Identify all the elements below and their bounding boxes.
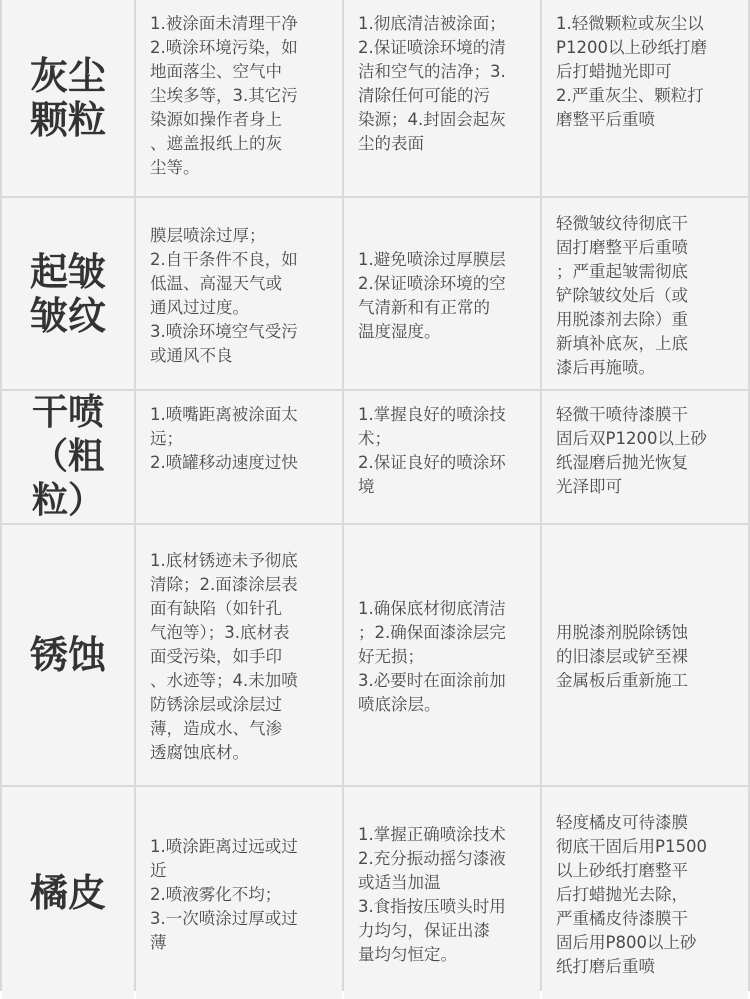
prevention-text: 1.掌握正确喷涂技术 2.充分振动摇匀漆液 或适当加温 3.食指按压喷头时用 力均匀，保证出漆 量均匀恒定。 <box>358 825 506 964</box>
cause-text: 1.底材锈迹未予彻底 清除；2.面漆涂层表 面有缺陷（如针孔 气泡等）；3.底材表 面受污染，如手印 、水迹等；4.未加喷 防锈涂层或涂层过 薄，造成水、气渗 透腐蚀底材。 <box>150 551 298 762</box>
cause-text: 1.喷涂距离过远或过 近 2.喷液雾化不均； 3.一次喷涂过厚或过 薄 <box>150 837 298 952</box>
remedy-text: 1.轻微颗粒或灰尘以 P1200以上砂纸打磨 后打蜡抛光即可 2.严重灰尘、颗粒打 磨整平后重喷 <box>556 14 707 129</box>
cause-cell <box>136 787 342 999</box>
remedy-cell <box>542 0 748 196</box>
defect-name-cell <box>2 787 134 999</box>
defect-name-cell <box>2 391 134 523</box>
cause-text: 膜层喷涂过厚； 2.自干条件不良，如 低温、高湿天气或 通风过过度。 3.喷涂环境空气受污 或通风不良 <box>150 225 298 365</box>
cause-cell <box>136 198 342 389</box>
prevention-cell <box>344 0 540 196</box>
defect-name: 橘皮 <box>29 871 106 915</box>
defect-name-cell <box>2 525 134 785</box>
cause-cell <box>136 391 342 523</box>
remedy-cell <box>542 787 748 999</box>
defect-name-cell <box>2 0 134 196</box>
cause-cell <box>136 525 342 785</box>
remedy-text: 轻度橘皮可待漆膜 彻底干固后用P1500 以上砂纸打磨整平 后打蜡抛光去除， 严重橘皮待漆膜干 固后用P800以上砂 纸打磨后重喷 <box>556 813 707 976</box>
remedy-cell <box>542 198 748 389</box>
remedy-text: 轻微皱纹待彻底干 固打磨整平后重喷 ；严重起皱需彻底 铲除皱纹处后（或 用脱漆剂去除）重 新填补底灰，上底 漆后再施喷。 <box>556 213 688 377</box>
prevention-cell <box>344 391 540 523</box>
defect-name: 锈蚀 <box>29 633 106 677</box>
defect-name: 起皱 皱纹 <box>29 249 106 338</box>
prevention-text: 1.掌握良好的喷涂技 术； 2.保证良好的喷涂环 境 <box>358 405 506 496</box>
remedy-cell <box>542 525 748 785</box>
defect-name: 灰尘 颗粒 <box>29 54 106 142</box>
prevention-text: 1.确保底材彻底清洁 ；2.确保面漆涂层完 好无损； 3.必要时在面涂前加 喷底涂层。 <box>358 599 506 714</box>
cause-text: 1.喷嘴距离被涂面太 远； 2.喷罐移动速度过快 <box>150 405 298 472</box>
prevention-cell <box>344 787 540 999</box>
defect-name: 干喷 （粗粒） <box>31 392 104 521</box>
prevention-text: 1.避免喷涂过厚膜层 2.保证喷涂环境的空 气清新和有正常的 温度湿度。 <box>358 249 506 341</box>
cause-cell <box>136 0 342 196</box>
defect-name-cell <box>2 198 134 389</box>
cause-text: 1.被涂面未清理干净 2.喷涂环境污染，如 地面落尘、空气中 尘埃多等，3.其它污 染源如操作者身上 、遮盖报纸上的灰 尘等。 <box>150 14 298 177</box>
prevention-text: 1.彻底清洁被涂面； 2.保证喷涂环境的清 洁和空气的洁净；3. 清除任何可能的污 染源；4.封固会起灰 尘的表面 <box>358 14 506 153</box>
prevention-cell <box>344 525 540 785</box>
remedy-text: 轻微干喷待漆膜干 固后双P1200以上砂 纸湿磨后抛光恢复 光泽即可 <box>556 405 707 496</box>
prevention-cell <box>344 198 540 389</box>
remedy-text: 用脱漆剂脱除锈蚀 的旧漆层或铲至裸 金属板后重新施工 <box>556 623 688 690</box>
remedy-cell <box>542 391 748 523</box>
